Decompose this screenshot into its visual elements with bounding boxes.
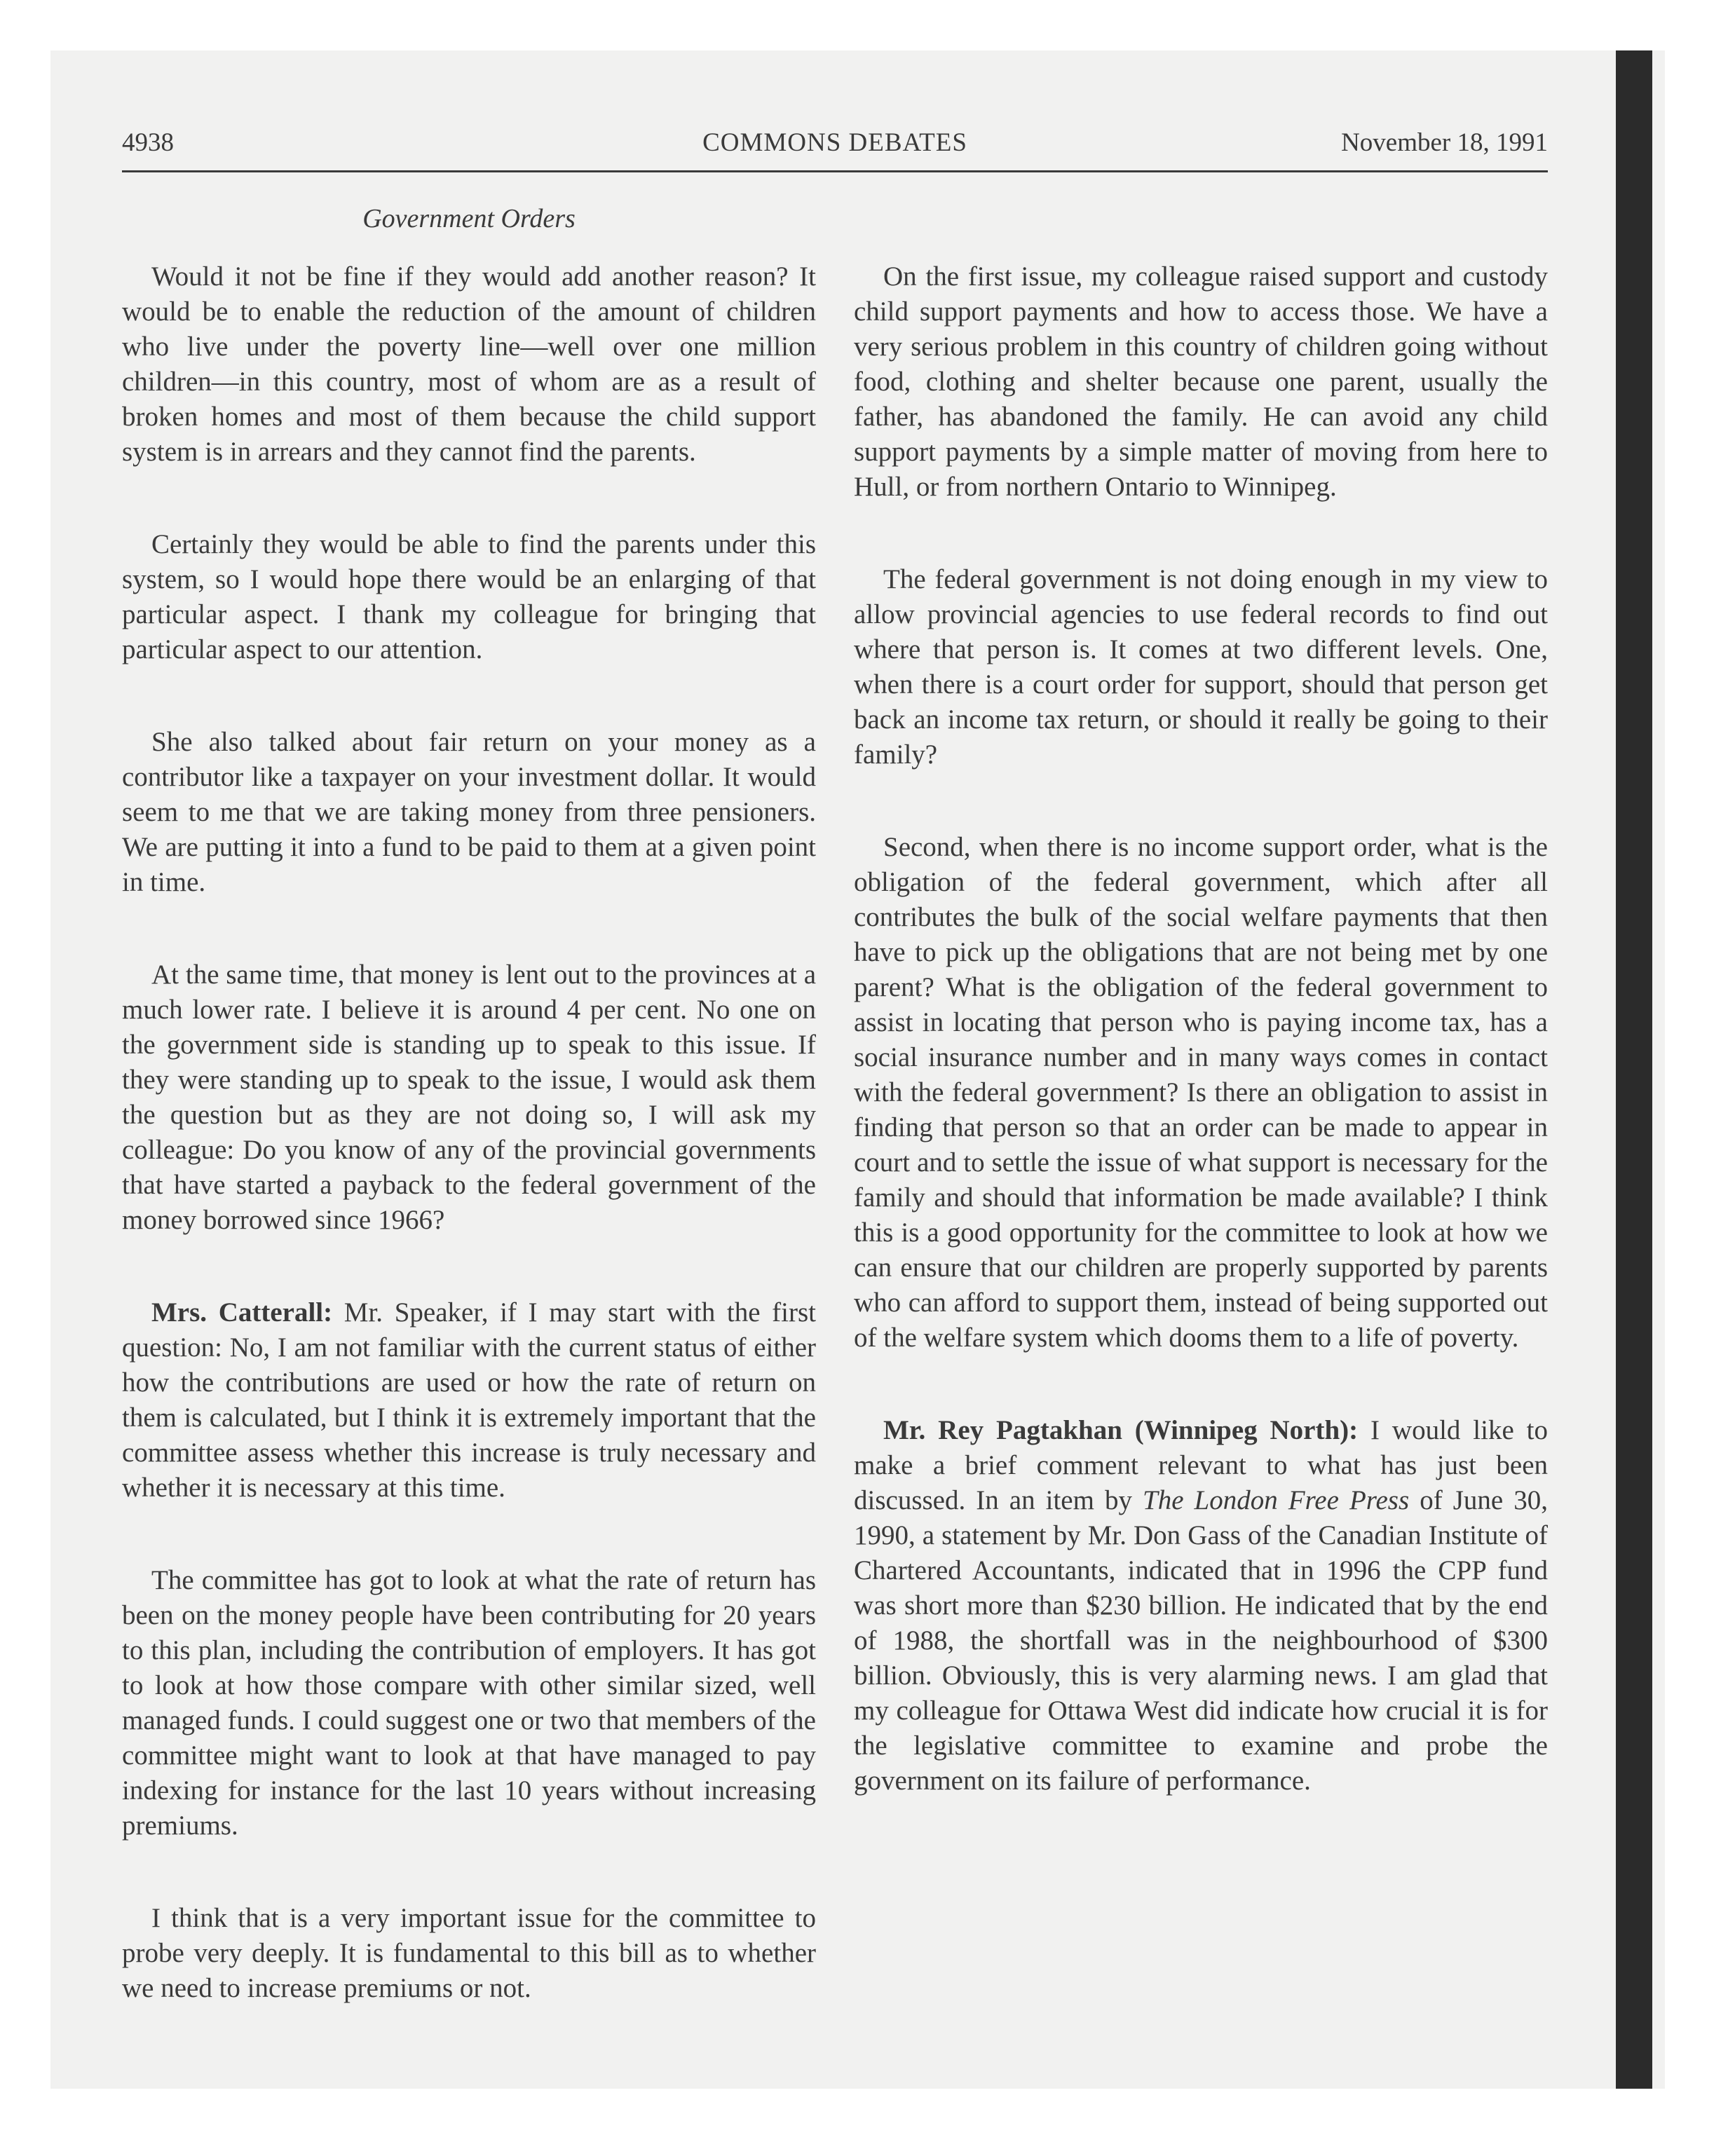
journal-title: COMMONS DEBATES [702,128,967,157]
paragraph: She also talked about fair return on your money as a contributor like a taxpayer on your investment dollar. It would seem to me that we are taking money from three pensioners. We are putting it into a fund to be paid to them at a given point in time. [122,727,816,897]
speaker-name: Mrs. Catterall: [151,1297,333,1328]
paragraph: On the first issue, my colleague raised support and custody child support payments and how to access those. We have a very serious problem in this country of children going without food, clothing and shelter because one parent, usually the father, has abandoned the family. He can avoid any child support payments by a simple matter of moving from here to Hull, or from northern Ontario to Winnipeg. [854,261,1548,502]
speech-paragraph [122,1295,816,1506]
speech-paragraph [854,1413,1548,1799]
header-date: November 18, 1991 [1341,128,1548,157]
header-rule [122,170,1548,172]
speech-text: Mr. Speaker, if I may start with the first question: No, I am not familiar with the current status of either how the contributions are used or how the rate of return on them is calculated, but I think it is extremely important that the committee assess whether this increase is truly necessary and whether it is necessary at this time. [122,1297,816,1503]
paragraph: The federal government is not doing enough in my view to allow provincial agencies to use federal records to find out where that person is. It comes at two different levels. One, when there is a court order for support, should that person get back an income tax return, or should it really be going to their family? [854,564,1548,770]
right-column [854,259,1548,1856]
paragraph: At the same time, that money is lent out to the provinces at a much lower rate. I believe it is around 4 per cent. No one on the government side is standing up to speak to this issue. If they were standing up to speak to the issue, I would ask them the question but as they are not doing so, I will ask my colleague: Do you know of any of the provincial governments that have started a payback to the federal government of the money borrowed since 1966? [122,960,816,1235]
speaker-name: Mr. Rey Pagtakhan (Winnipeg North): [883,1415,1359,1445]
publication-title: The London Free Press [1143,1485,1410,1515]
speech-text: of June 30, 1990, a statement by Mr. Don Gass of the Canadian Institute of Chartered Accountants, indicated that in 1996 the CPP fund was short more than $230 billion. He indicated that by the end of 1988, the shortfall was in the neighbourhood of $300 billion. Obviously, this is very alarming news. I am glad that my colleague for Ottawa West did indicate how crucial it is for the legislative committee to examine and probe the government on its failure of performance. [854,1485,1548,1796]
paragraph: Would it not be fine if they would add another reason? It would be to enable the reduction of the amount of children who live under the poverty line—well over one million children—in this country, most of whom are as a result of broken homes and most of them because the child support system is in arrears and they cannot find the parents. [122,261,816,467]
paragraph: Certainly they would be able to find the parents under this system, so I would hope there would be an enlarging of that particular aspect. I thank my colleague for bringing that particular aspect to our attention. [122,529,816,664]
paragraph: Second, when there is no income support order, what is the obligation of the federal government, which after all contributes the bulk of the social welfare payments that then have to pick up the obligations that are not being met by one parent? What is the obligation of the federal government to assist in locating that person who is paying income tax, has a social insurance number and in many ways comes in contact with the federal government? Is there an obligation to assist in finding that person so that an order can be made to appear in court and to settle the issue of what support is necessary for the family and should that information be made available? I think this is a good opportunity for the committee to look at how we can ensure that our children are properly supported by parents who can afford to support them, instead of being supported out of the welfare system which dooms them to a life of poverty. [854,832,1548,1353]
speech-text: I would like to make a brief comment relevant to what has just been discussed. In an item by [854,1415,1548,1515]
page-header [122,128,1548,167]
page-number: 4938 [122,128,174,157]
scan-edge-bar [1616,50,1652,2089]
paragraph: I think that is a very important issue for the committee to probe very deeply. It is fundamental to this bill as to whether we need to increase premiums or not. [122,1903,816,2003]
paragraph: The committee has got to look at what the rate of return has been on the money people have been contributing for 20 years to this plan, including the contribution of employers. It has got to look at how those compare with other similar sized, well managed funds. I could suggest one or two that members of the committee might want to look at that have managed to pay indexing for instance for the last 10 years without increasing premiums. [122,1565,816,1841]
section-title: Government Orders [362,204,576,233]
left-column [122,259,816,2063]
